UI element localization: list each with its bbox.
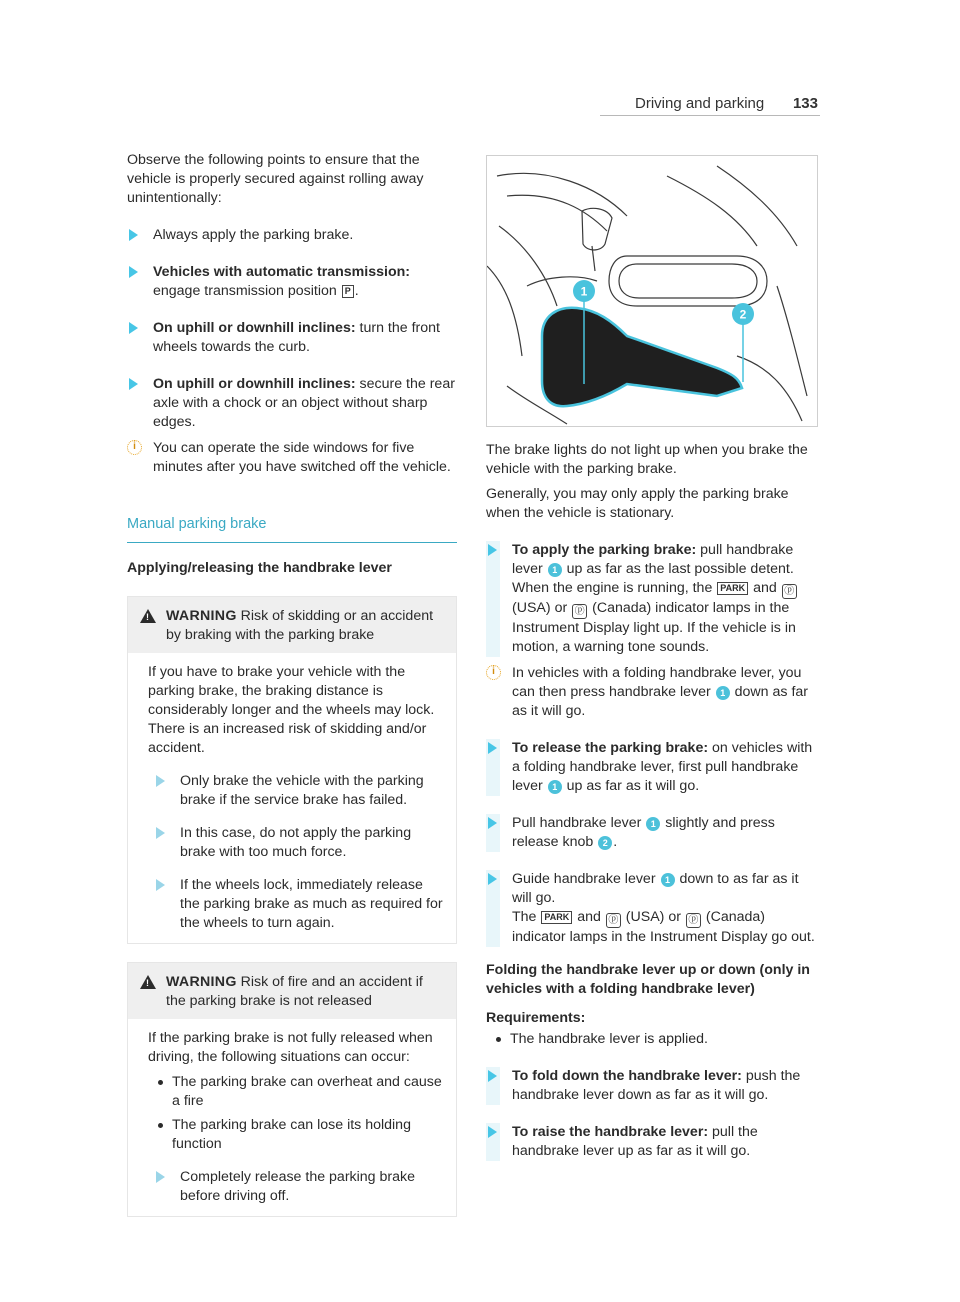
sub-title: Applying/releasing the handbrake lever	[127, 560, 392, 576]
warning-step: Only brake the vehicle with the parking brake if the service brake has failed.	[148, 772, 444, 810]
arrow-icon	[488, 742, 497, 754]
arrow-icon	[488, 873, 497, 885]
arrow-icon	[156, 1171, 165, 1183]
warning-label: WARNING	[166, 974, 237, 990]
step-pull-lever: Pull handbrake lever 1 slightly and press release knob 2 .	[486, 814, 816, 852]
info-icon: i	[127, 440, 142, 455]
folding-heading: Folding the handbrake lever up or down (only in vehicles with a folding handbrake lever)	[486, 962, 810, 997]
arrow-icon	[129, 266, 138, 278]
warning-body	[128, 653, 456, 943]
p-circle-lamp-icon: ⓟ	[782, 584, 797, 599]
callout-1-icon: 1	[548, 780, 562, 794]
warning-body	[128, 1019, 456, 1216]
callout-1-icon: 1	[548, 563, 562, 577]
warning-head-text: Risk of fire and an accident if the parking brake is not released	[166, 974, 423, 1009]
p-circle-lamp-icon: ⓟ	[606, 913, 621, 928]
step-text: secure the rear axle with a chock or an object without sharp edges.	[153, 376, 455, 430]
callout-2-icon: 2	[598, 836, 612, 850]
handbrake-illustration	[486, 155, 818, 427]
right-column	[486, 441, 816, 1161]
note-side-windows	[127, 439, 457, 477]
warning-triangle-icon	[140, 609, 156, 623]
callout-1-label: 1	[580, 284, 588, 299]
requirement-item: The handbrake lever is applied.	[486, 1030, 816, 1049]
park-lamp-icon: PARK	[717, 582, 748, 595]
warning-head	[128, 597, 456, 653]
step-text: engage transmission position	[153, 283, 337, 299]
callout-2-label: 2	[739, 307, 747, 322]
step-turn-wheels	[127, 319, 457, 357]
callout-1-icon: 1	[661, 873, 675, 887]
arrow-icon	[156, 827, 165, 839]
arrow-icon	[156, 775, 165, 787]
step-bold: On uphill or downhill inclines:	[153, 320, 356, 336]
arrow-icon	[129, 322, 138, 334]
warning-triangle-icon	[140, 975, 156, 989]
handbrake-drawing	[487, 156, 818, 427]
stationary-text: Generally, you may only apply the parking brake when the vehicle is stationary.	[486, 486, 789, 521]
brake-lights-text: The brake lights do not light up when you brake the vehicle with the parking brake.	[486, 442, 808, 477]
bullet-item: The parking brake can overheat and cause a fire	[148, 1073, 444, 1111]
bullet-item: The parking brake can lose its holding function	[148, 1116, 444, 1154]
warning-step: If the wheels lock, immediately release the parking brake as much as required for the wheels to turn again.	[148, 876, 444, 933]
arrow-icon	[488, 817, 497, 829]
step-secure-axle	[127, 375, 457, 432]
step-apply-parking-brake: To apply the parking brake: pull handbrake lever 1 up as far as the last possible detent. When the engine is running, the PARK and ⓟ (USA) or ⓟ (Canada) indicator lamps in the Instrument Display light up. If the vehicle is in motion, a warning tone sounds.	[486, 541, 816, 657]
note-text: You can operate the side windows for five minutes after you have switched off the vehicle.	[153, 440, 451, 475]
intro-text: Observe the following points to ensure that the vehicle is properly secured against rolling away unintentionally:	[127, 152, 424, 206]
note-folding-lever: i In vehicles with a folding handbrake lever, you can then press handbrake lever 1 down as far as it will go.	[486, 664, 816, 721]
left-column	[127, 151, 457, 1217]
header-rule	[600, 115, 820, 116]
warning-body-text: If the parking brake is not fully released when driving, the following situations can occur:	[148, 1030, 433, 1065]
step-raise: To raise the handbrake lever: pull the handbrake lever up as far as it will go.	[486, 1123, 816, 1161]
arrow-icon	[156, 879, 165, 891]
arrow-icon	[129, 378, 138, 390]
step-always-apply	[127, 226, 457, 245]
warning-head-text: Risk of skidding or an accident by braking with the parking brake	[166, 608, 434, 643]
arrow-icon	[129, 229, 138, 241]
arrow-icon	[488, 1126, 497, 1138]
step-bold: On uphill or downhill inclines:	[153, 376, 356, 392]
step-text: Always apply the parking brake.	[153, 227, 354, 243]
warning-box-skidding	[127, 596, 457, 944]
park-lamp-icon: PARK	[541, 911, 572, 924]
p-circle-lamp-icon: ⓟ	[686, 913, 701, 928]
warning-step: In this case, do not apply the parking brake with too much force.	[148, 824, 444, 862]
p-circle-lamp-icon: ⓟ	[572, 604, 587, 619]
section-name: Driving and parking	[635, 95, 765, 112]
requirements-label: Requirements:	[486, 1010, 586, 1026]
step-automatic-transmission: Vehicles with automatic transmission: engage transmission position P .	[127, 263, 457, 301]
callout-1-icon: 1	[716, 686, 730, 700]
warning-head	[128, 963, 456, 1019]
arrow-icon	[488, 544, 497, 556]
step-guide-lever: Guide handbrake lever 1 down to as far as it will go. The PARK and ⓟ (USA) or ⓟ (Canada) indicator lamps in the Instrument Display go out.	[486, 870, 816, 947]
warning-label: WARNING	[166, 608, 237, 624]
callout-1-icon: 1	[646, 817, 660, 831]
page-number: 133	[792, 95, 818, 112]
arrow-icon	[488, 1070, 497, 1082]
transmission-p-icon: P	[342, 285, 354, 298]
step-text: turn the front wheels towards the curb.	[153, 320, 440, 355]
step-fold-down: To fold down the handbrake lever: push the handbrake lever down as far as it will go.	[486, 1067, 816, 1105]
section-title: Manual parking brake	[127, 515, 457, 543]
step-release-parking-brake: To release the parking brake: on vehicles with a folding handbrake lever, first pull handbrake lever 1 up as far as it will go.	[486, 739, 816, 796]
warning-box-fire	[127, 962, 457, 1217]
step-bold: Vehicles with automatic transmission:	[153, 264, 411, 280]
warning-body-text: If you have to brake your vehicle with the parking brake, the braking distance is considerably longer and the wheels may lock. There is an increased risk of skidding and/or accident.	[148, 664, 435, 756]
warning-step: Completely release the parking brake before driving off.	[148, 1168, 444, 1206]
info-icon: i	[486, 665, 501, 680]
